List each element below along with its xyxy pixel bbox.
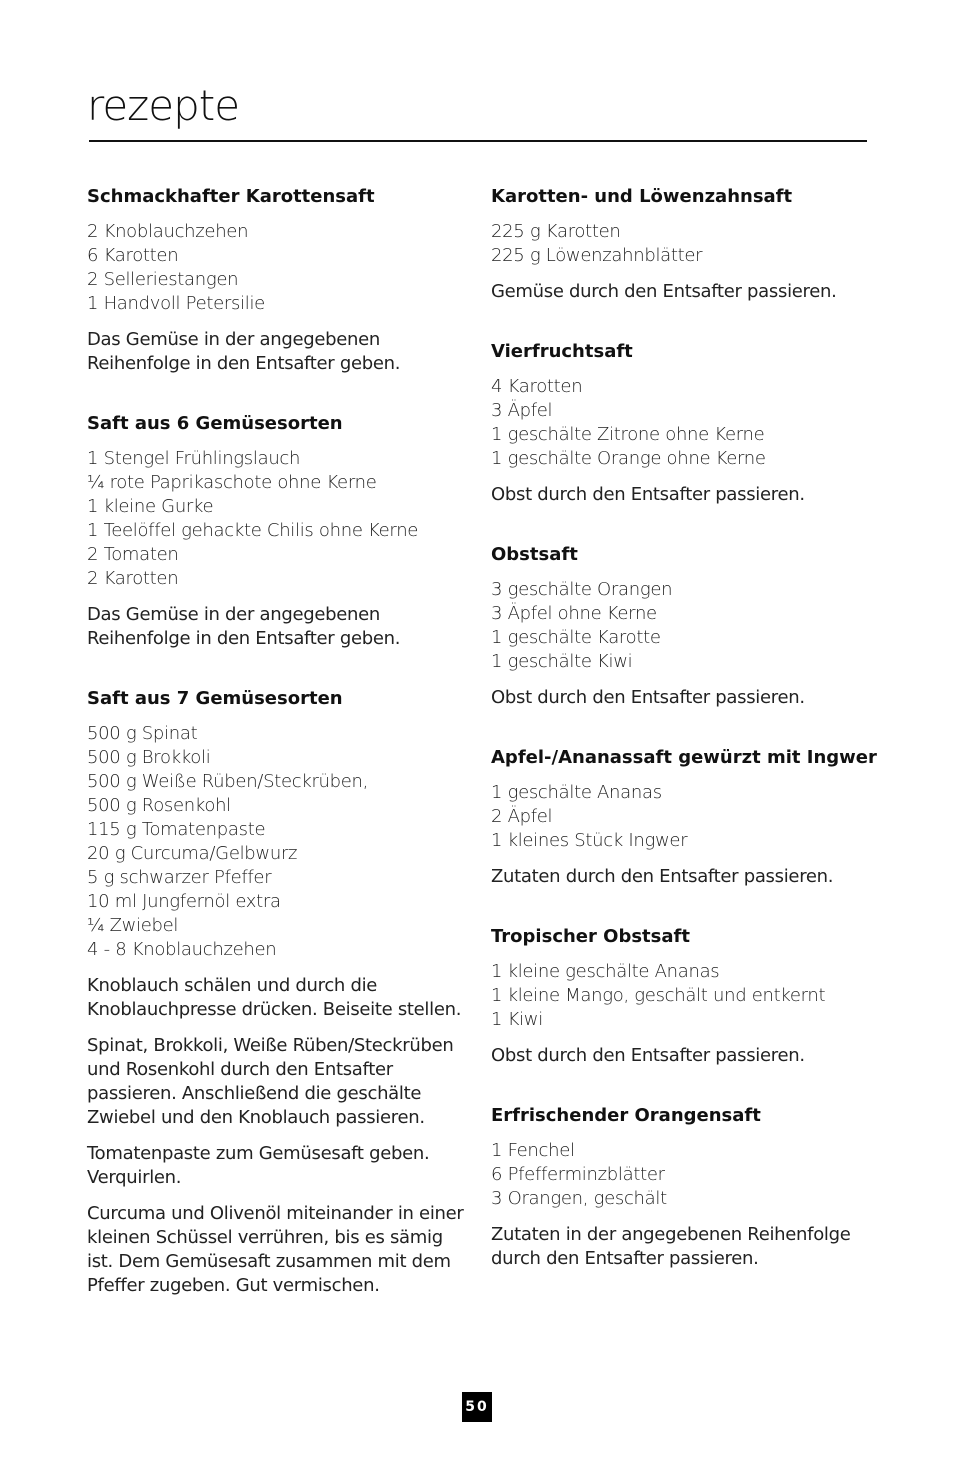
instruction-text: Obst durch den Entsafter passieren. — [491, 1045, 805, 1066]
recipe — [491, 746, 881, 889]
ingredient-item: 3 Orangen, geschält — [491, 1188, 667, 1209]
ingredient-item: 1 geschälte Ananas — [491, 782, 662, 803]
ingredient-item: 1 Fenchel — [491, 1140, 575, 1161]
ingredient-item: 500 g Brokkoli — [87, 747, 211, 768]
recipe — [491, 185, 881, 304]
recipe — [491, 543, 881, 710]
instruction-text: Das Gemüse in der angegebenen Reihenfolge in den Entsafter geben. — [87, 329, 401, 374]
recipe — [491, 925, 881, 1068]
ingredient-list — [491, 220, 881, 268]
ingredient-item: 2 Knoblauchzehen — [87, 221, 249, 242]
recipe-title: Apfel-/Ananassaft gewürzt mit Ingwer — [491, 747, 877, 768]
instruction-text: Tomatenpaste zum Gemüsesaft geben. Verquirlen. — [87, 1143, 430, 1188]
instruction-text: Zutaten durch den Entsafter passieren. — [491, 866, 834, 887]
instruction-text: Curcuma und Olivenöl miteinander in einer kleinen Schüssel verrühren, bis es sämig ist. Dem Gemüsesaft zusammen mit dem Pfeffer zugeben. Gut vermischen. — [87, 1203, 464, 1296]
recipe-title: Vierfruchtsaft — [491, 341, 633, 362]
recipe — [491, 1104, 881, 1271]
ingredient-list — [491, 1139, 881, 1211]
ingredient-list — [87, 722, 467, 962]
ingredient-item: 1 Teelöffel gehackte Chilis ohne Kerne — [87, 520, 419, 541]
recipe-title: Obstsaft — [491, 544, 578, 565]
ingredient-item: 6 Pfefferminzblätter — [491, 1164, 665, 1185]
ingredient-list — [87, 220, 467, 316]
ingredient-item: 5 g schwarzer Pfeffer — [87, 867, 272, 888]
ingredient-item: 115 g Tomatenpaste — [87, 819, 266, 840]
ingredient-item: 3 Äpfel — [491, 400, 553, 421]
left-column — [87, 185, 467, 1334]
instruction-text: Zutaten in der angegebenen Reihenfolge durch den Entsafter passieren. — [491, 1224, 851, 1269]
instruction-text: Obst durch den Entsafter passieren. — [491, 687, 805, 708]
title-divider — [89, 140, 867, 142]
ingredient-item: 4 - 8 Knoblauchzehen — [87, 939, 277, 960]
recipe — [87, 185, 467, 376]
ingredient-item: 2 Tomaten — [87, 544, 179, 565]
ingredient-item: 1 kleine Gurke — [87, 496, 214, 517]
page-number: 50 — [462, 1392, 492, 1422]
ingredient-list — [491, 578, 881, 674]
recipe-title: Tropischer Obstsaft — [491, 926, 690, 947]
ingredient-item: 1 Kiwi — [491, 1009, 543, 1030]
instruction-text: Das Gemüse in der angegebenen Reihenfolge in den Entsafter geben. — [87, 604, 401, 649]
instruction-text: Knoblauch schälen und durch die Knoblauchpresse drücken. Beiseite stellen. — [87, 975, 462, 1020]
recipe-title: Saft aus 6 Gemüsesorten — [87, 413, 343, 434]
ingredient-item: 6 Karotten — [87, 245, 179, 266]
ingredient-item: 1 Handvoll Petersilie — [87, 293, 265, 314]
ingredient-item: 500 g Spinat — [87, 723, 198, 744]
recipe — [491, 340, 881, 507]
recipe-title: Saft aus 7 Gemüsesorten — [87, 688, 343, 709]
recipe-title: Schmackhafter Karottensaft — [87, 186, 375, 207]
right-column — [491, 185, 881, 1307]
ingredient-item: 1 kleine geschälte Ananas — [491, 961, 720, 982]
ingredient-item: 10 ml Jungfernöl extra — [87, 891, 281, 912]
ingredient-item: 1 geschälte Orange ohne Kerne — [491, 448, 766, 469]
ingredient-item: 225 g Karotten — [491, 221, 621, 242]
ingredient-item: 3 Äpfel ohne Kerne — [491, 603, 657, 624]
ingredient-item: 1 geschälte Zitrone ohne Kerne — [491, 424, 765, 445]
ingredient-item: 2 Äpfel — [491, 806, 553, 827]
ingredient-item: 1 geschälte Karotte — [491, 627, 661, 648]
instruction-text: Obst durch den Entsafter passieren. — [491, 484, 805, 505]
ingredient-item: 20 g Curcuma/Gelbwurz — [87, 843, 298, 864]
ingredient-list — [491, 960, 881, 1032]
ingredient-item: 500 g Weiße Rüben/Steckrüben, — [87, 771, 369, 792]
recipe-title: Erfrischender Orangensaft — [491, 1105, 761, 1126]
ingredient-list — [491, 781, 881, 853]
instruction-text: Gemüse durch den Entsafter passieren. — [491, 281, 837, 302]
ingredient-item: 1 geschälte Kiwi — [491, 651, 633, 672]
recipe — [87, 412, 467, 651]
recipe — [87, 687, 467, 1298]
page-title: rezepte — [87, 81, 240, 130]
ingredient-item: ¼ Zwiebel — [87, 915, 179, 936]
ingredient-item: 500 g Rosenkohl — [87, 795, 231, 816]
instruction-text: Spinat, Brokkoli, Weiße Rüben/Steckrüben und Rosenkohl durch den Entsafter passieren. Anschließend die geschälte Zwiebel und den Knoblauch passieren. — [87, 1035, 454, 1128]
ingredient-item: 4 Karotten — [491, 376, 583, 397]
ingredient-item: 2 Selleriestangen — [87, 269, 239, 290]
recipe-title: Karotten- und Löwenzahnsaft — [491, 186, 793, 207]
ingredient-list — [87, 447, 467, 591]
ingredient-item: 1 kleine Mango, geschält und entkernt — [491, 985, 826, 1006]
ingredient-item: 2 Karotten — [87, 568, 179, 589]
ingredient-item: ¼ rote Paprikaschote ohne Kerne — [87, 472, 377, 493]
ingredient-item: 3 geschälte Orangen — [491, 579, 673, 600]
ingredient-item: 1 Stengel Frühlingslauch — [87, 448, 301, 469]
ingredient-list — [491, 375, 881, 471]
ingredient-item: 225 g Löwenzahnblätter — [491, 245, 703, 266]
ingredient-item: 1 kleines Stück Ingwer — [491, 830, 688, 851]
